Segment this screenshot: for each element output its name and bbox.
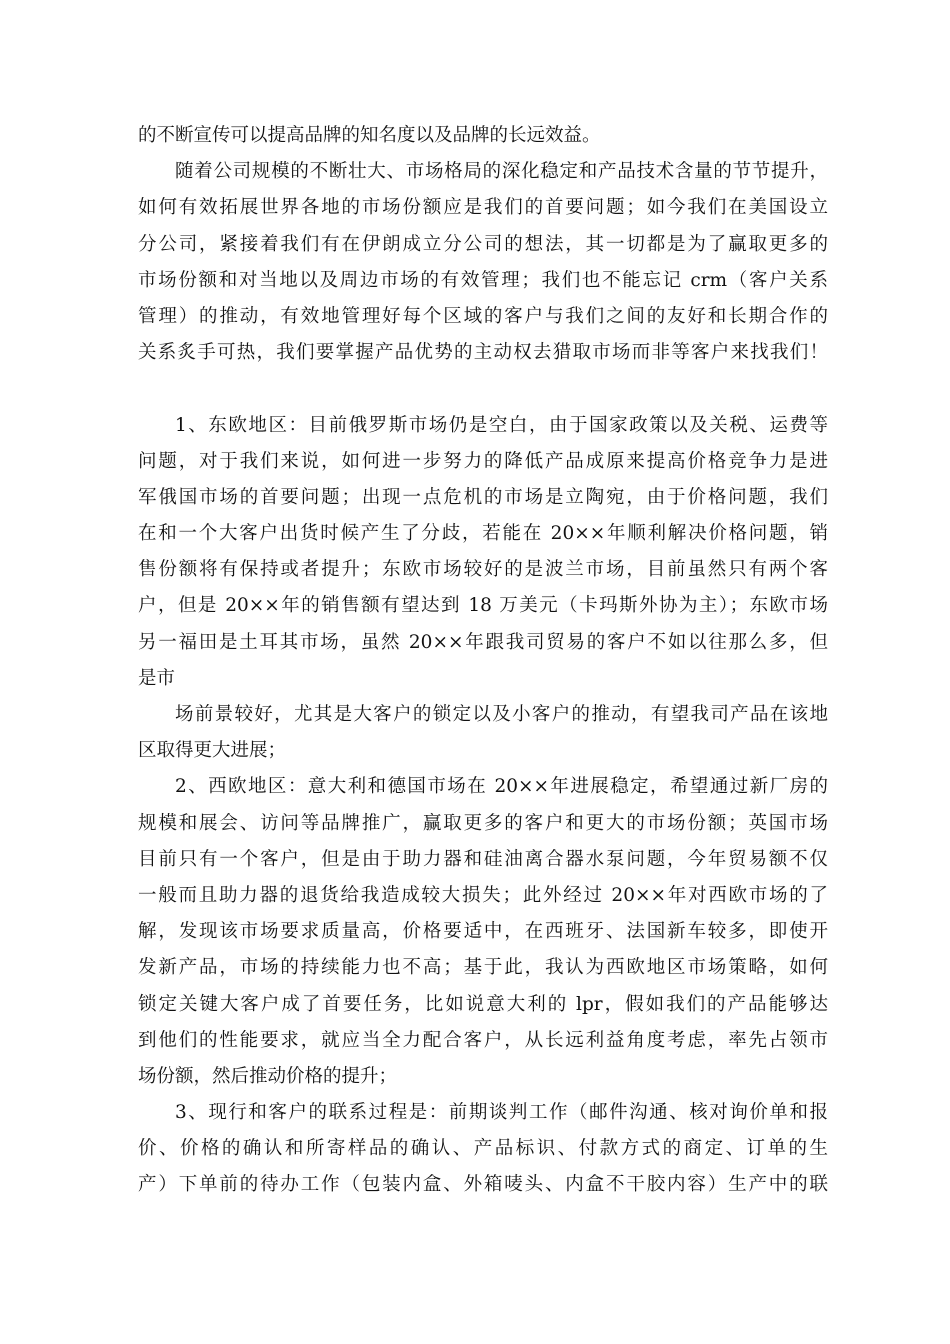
text-line: 场份额，然后推动价格的提升； — [138, 1065, 398, 1087]
text-line: 关系炙手可热，我们要掌握产品优势的主动权去猎取市场而非等客户来找我们！ — [138, 342, 828, 364]
text-line: 军俄国市场的首要问题；出现一点危机的市场是立陶宛，由于价格问题，我们 — [138, 486, 828, 508]
text-line: 另一福田是土耳其市场，虽然 20××年跟我司贸易的客户不如以往那么多，但 — [138, 631, 828, 653]
text-line: 区取得更大进展； — [138, 740, 287, 762]
text-line: 售份额将有保持或者提升；东欧市场较好的是波兰市场，目前虽然只有两个客 — [138, 559, 828, 581]
text-line: 解，发现该市场要求质量高，价格要适中，在西班牙、法国新车较多，即使开 — [138, 921, 828, 943]
text-line: 锁定关键大客户成了首要任务，比如说意大利的 lpr，假如我们的产品能够达 — [138, 993, 828, 1015]
document-body — [138, 118, 828, 1204]
text-line: 问题，对于我们来说，如何进一步努力的降低产品成原来提高价格竞争力是进 — [138, 450, 828, 472]
blank-line — [138, 371, 828, 407]
text-line: 分公司，紧接着我们有在伊朗成立分公司的想法，其一切都是为了赢取更多的 — [138, 233, 828, 255]
text-line: 管理）的推动，有效地管理好每个区域的客户与我们之间的友好和长期合作的 — [138, 305, 828, 327]
text-line: 场前景较好，尤其是大客户的锁定以及小客户的推动，有望我司产品在该地 — [175, 704, 828, 725]
text-line: 户，但是 20××年的销售额有望达到 18 万美元（卡玛斯外协为主）；东欧市场 — [138, 595, 828, 617]
text-line: 一般而且助力器的退货给我造成较大损失；此外经过 20××年对西欧市场的了 — [138, 884, 828, 906]
text-line: 到他们的性能要求，就应当全力配合客户，从长远利益角度考虑，率先占领市 — [138, 1029, 828, 1051]
text-line: 1、东欧地区：目前俄罗斯市场仍是空白，由于国家政策以及关税、运费等 — [175, 414, 828, 436]
text-line: 是市 — [138, 667, 176, 689]
text-line: 市场份额和对当地以及周边市场的有效管理；我们也不能忘记 crm（客户关系 — [138, 269, 828, 291]
text-line: 如何有效拓展世界各地的市场份额应是我们的首要问题；如今我们在美国设立 — [138, 197, 828, 219]
text-line: 3、现行和客户的联系过程是：前期谈判工作（邮件沟通、核对询价单和报 — [175, 1102, 828, 1124]
text-line: 在和一个大客户出货时候产生了分歧，若能在 20××年顺利解决价格问题，销 — [138, 523, 828, 545]
text-line: 随着公司规模的不断壮大、市场格局的深化稳定和产品技术含量的节节提升， — [175, 161, 828, 183]
text-line: 产）下单前的待办工作（包装内盒、外箱唛头、内盒不干胶内容）生产中的联 — [138, 1174, 828, 1196]
text-line: 价、价格的确认和所寄样品的确认、产品标识、付款方式的商定、订单的生 — [138, 1138, 828, 1160]
text-line: 规模和展会、访问等品牌推广，赢取更多的客户和更大的市场份额；英国市场 — [138, 812, 828, 834]
text-line: 目前只有一个客户，但是由于助力器和硅油离合器水泵问题，今年贸易额不仅 — [138, 848, 828, 870]
text-line: 发新产品，市场的持续能力也不高；基于此，我认为西欧地区市场策略，如何 — [138, 957, 828, 979]
text-line: 的不断宣传可以提高品牌的知名度以及品牌的长远效益。 — [138, 125, 601, 146]
text-line: 2、西欧地区：意大利和德国市场在 20××年进展稳定，希望通过新厂房的 — [175, 776, 828, 798]
